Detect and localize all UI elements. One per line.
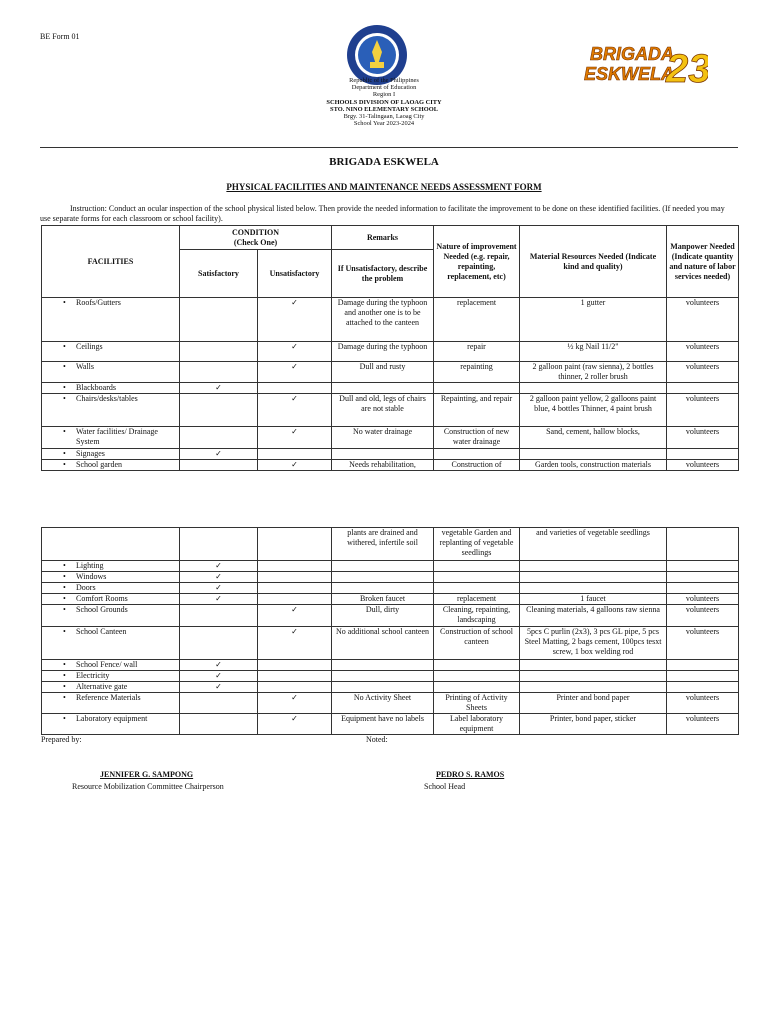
nature-cell <box>434 660 520 671</box>
table-row <box>42 528 739 561</box>
satisfactory-check <box>180 394 258 427</box>
satisfactory-check: ✓ <box>180 682 258 693</box>
material-cell: Cleaning materials, 4 galloons raw sienna <box>520 605 667 627</box>
remarks-cell: Needs rehabilitation, <box>332 460 434 471</box>
remarks-cell: Dull and old, legs of chairs are not stable <box>332 394 434 427</box>
prepared-by-label: Prepared by: <box>41 735 82 744</box>
unsatisfactory-check: ✓ <box>258 714 332 735</box>
remarks-cell <box>332 449 434 460</box>
material-cell: Sand, cement, hallow blocks, <box>520 427 667 449</box>
material-cell: Printer and bond paper <box>520 693 667 714</box>
header-address: Brgy. 31-Talingaan, Laoag City <box>343 113 425 121</box>
remarks-cell <box>332 383 434 394</box>
col-material: Material Resources Needed (Indicate kind and quality) <box>520 226 667 298</box>
facility-cell: • Water facilities/ Drainage System <box>42 427 180 449</box>
table-row <box>42 342 739 362</box>
unsatisfactory-check <box>258 449 332 460</box>
material-cell: 1 gutter <box>520 298 667 342</box>
header-school: STO. NINO ELEMENTARY SCHOOL <box>330 105 438 113</box>
satisfactory-check: ✓ <box>180 561 258 572</box>
unsatisfactory-check: ✓ <box>258 605 332 627</box>
facility-cell: • Laboratory equipment <box>42 714 180 735</box>
remarks-cell <box>332 572 434 583</box>
facility-cell: • Windows <box>42 572 180 583</box>
satisfactory-check: ✓ <box>180 660 258 671</box>
remarks-cell: No Activity Sheet <box>332 693 434 714</box>
manpower-cell: volunteers <box>667 298 739 342</box>
manpower-cell: volunteers <box>667 394 739 427</box>
satisfactory-check <box>180 693 258 714</box>
unsatisfactory-check: ✓ <box>258 394 332 427</box>
facility-cell: • Blackboards <box>42 383 180 394</box>
table-row <box>42 572 739 583</box>
unsatisfactory-check <box>258 528 332 561</box>
material-cell: 2 galloon paint yellow, 2 galloons paint blue, 4 bottles Thinner, 4 paint brush <box>520 394 667 427</box>
table-row <box>42 383 739 394</box>
form-code: BE Form 01 <box>40 32 80 41</box>
remarks-cell: Dull, dirty <box>332 605 434 627</box>
manpower-cell <box>667 660 739 671</box>
facility-cell <box>42 528 180 561</box>
material-cell <box>520 449 667 460</box>
unsatisfactory-check: ✓ <box>258 362 332 383</box>
table-row <box>42 449 739 460</box>
facilities-table-1 <box>41 225 739 471</box>
table-row <box>42 594 739 605</box>
remarks-cell: Broken faucet <box>332 594 434 605</box>
remarks-cell <box>332 561 434 572</box>
nature-cell: repair <box>434 342 520 362</box>
page-title: BRIGADA ESKWELA <box>329 156 439 168</box>
facility-cell: • School Canteen <box>42 627 180 660</box>
manpower-cell: volunteers <box>667 427 739 449</box>
remarks-cell <box>332 671 434 682</box>
header-line: Republic of the Philippines <box>349 77 419 84</box>
col-remarks: Remarks <box>332 226 434 250</box>
unsatisfactory-check <box>258 660 332 671</box>
facility-cell: • School Grounds <box>42 605 180 627</box>
table-row <box>42 460 739 471</box>
remarks-cell: Dull and rusty <box>332 362 434 383</box>
manpower-cell <box>667 528 739 561</box>
satisfactory-check: ✓ <box>180 383 258 394</box>
manpower-cell <box>667 449 739 460</box>
facility-cell: • Electricity <box>42 671 180 682</box>
manpower-cell: volunteers <box>667 362 739 383</box>
material-cell: 1 faucet <box>520 594 667 605</box>
unsatisfactory-check <box>258 561 332 572</box>
remarks-cell: Damage during the typhoon and another one is to be attached to the canteen <box>332 298 434 342</box>
col-remarks-sub: If Unsatisfactory, describe the problem <box>332 250 434 298</box>
table-row <box>42 682 739 693</box>
col-unsatisfactory: Unsatisfactory <box>258 250 332 298</box>
logo-word-1: BRIGADA <box>590 44 674 64</box>
material-cell: 2 galloon paint (raw sienna), 2 bottles thinner, 2 roller brush <box>520 362 667 383</box>
material-cell: 5pcs C purlin (2x3), 3 pcs GL pipe, 5 pcs Steel Matting, 2 bags cement, 100pcs tesxt screw, 1 box welding rod <box>520 627 667 660</box>
material-cell: Printer, bond paper, sticker <box>520 714 667 735</box>
facility-cell: • Alternative gate <box>42 682 180 693</box>
manpower-cell <box>667 383 739 394</box>
school-header <box>200 77 568 127</box>
logo-year: 23 <box>666 47 708 90</box>
nature-cell: vegetable Garden and replanting of vegetable seedlings <box>434 528 520 561</box>
table-row <box>42 605 739 627</box>
table-row <box>42 561 739 572</box>
manpower-cell <box>667 572 739 583</box>
facility-cell: • Roofs/Gutters <box>42 298 180 342</box>
nature-cell <box>434 572 520 583</box>
satisfactory-check: ✓ <box>180 671 258 682</box>
col-condition: CONDITION (Check One) <box>180 226 332 250</box>
nature-cell: Printing of Activity Sheets <box>434 693 520 714</box>
manpower-cell: volunteers <box>667 693 739 714</box>
table-row <box>42 298 739 342</box>
facility-cell: • School Fence/ wall <box>42 660 180 671</box>
remarks-cell: No additional school canteen <box>332 627 434 660</box>
unsatisfactory-check <box>258 383 332 394</box>
nature-cell <box>434 383 520 394</box>
manpower-cell: volunteers <box>667 627 739 660</box>
col-manpower: Manpower Needed (Indicate quantity and nature of labor services needed) <box>667 226 739 298</box>
remarks-cell <box>332 583 434 594</box>
manpower-cell <box>667 561 739 572</box>
facility-cell: • Walls <box>42 362 180 383</box>
material-cell: Garden tools, construction materials <box>520 460 667 471</box>
nature-cell: Construction of new water drainage <box>434 427 520 449</box>
remarks-cell: No water drainage <box>332 427 434 449</box>
material-cell <box>520 572 667 583</box>
col-satisfactory: Satisfactory <box>180 250 258 298</box>
remarks-cell <box>332 660 434 671</box>
material-cell: ½ kg Nail 11/2" <box>520 342 667 362</box>
unsatisfactory-check <box>258 671 332 682</box>
material-cell: and varieties of vegetable seedlings <box>520 528 667 561</box>
satisfactory-check <box>180 460 258 471</box>
remarks-cell: Equipment have no labels <box>332 714 434 735</box>
nature-cell <box>434 583 520 594</box>
nature-cell: Cleaning, repainting, landscaping <box>434 605 520 627</box>
satisfactory-check <box>180 298 258 342</box>
header-school-year: School Year 2023-2024 <box>353 120 415 128</box>
nature-cell: Construction of <box>434 460 520 471</box>
unsatisfactory-check: ✓ <box>258 627 332 660</box>
material-cell <box>520 583 667 594</box>
material-cell <box>520 682 667 693</box>
unsatisfactory-check: ✓ <box>258 693 332 714</box>
table-row <box>42 362 739 383</box>
material-cell <box>520 383 667 394</box>
nature-cell: Repainting, and repair <box>434 394 520 427</box>
head-name: PEDRO S. RAMOS <box>436 770 505 779</box>
unsatisfactory-check: ✓ <box>258 460 332 471</box>
manpower-cell <box>667 583 739 594</box>
noted-label: Noted: <box>366 735 388 744</box>
col-nature: Nature of improvement Needed (e.g. repair, repainting, replacement, etc) <box>434 226 520 298</box>
facility-cell: • Doors <box>42 583 180 594</box>
header-line: Region I <box>372 91 396 99</box>
manpower-cell: volunteers <box>667 342 739 362</box>
facility-cell: • Chairs/desks/tables <box>42 394 180 427</box>
nature-cell <box>434 449 520 460</box>
table-row <box>42 671 739 682</box>
form-subtitle: PHYSICAL FACILITIES AND MAINTENANCE NEEDS ASSESSMENT FORM <box>226 182 542 192</box>
nature-cell: replacement <box>434 594 520 605</box>
unsatisfactory-check: ✓ <box>258 427 332 449</box>
remarks-cell: plants are drained and withered, infertile soil <box>332 528 434 561</box>
header-divider <box>40 147 738 148</box>
manpower-cell: volunteers <box>667 594 739 605</box>
table-row <box>42 427 739 449</box>
material-cell <box>520 660 667 671</box>
table-row <box>42 693 739 714</box>
facility-cell: • Lighting <box>42 561 180 572</box>
facility-cell: • Reference Materials <box>42 693 180 714</box>
nature-cell: Construction of school canteen <box>434 627 520 660</box>
nature-cell: repainting <box>434 362 520 383</box>
table-row <box>42 627 739 660</box>
header-division: SCHOOLS DIVISION OF LAOAG CITY <box>326 98 442 106</box>
nature-cell <box>434 561 520 572</box>
nature-cell: replacement <box>434 298 520 342</box>
material-cell <box>520 671 667 682</box>
manpower-cell: volunteers <box>667 714 739 735</box>
header-line: Department of Education <box>351 84 417 92</box>
facility-cell: • Ceilings <box>42 342 180 362</box>
head-role: School Head <box>424 782 466 791</box>
facilities-table-2 <box>41 527 739 735</box>
unsatisfactory-check <box>258 682 332 693</box>
manpower-cell <box>667 682 739 693</box>
table-row <box>42 660 739 671</box>
unsatisfactory-check: ✓ <box>258 342 332 362</box>
satisfactory-check <box>180 528 258 561</box>
satisfactory-check <box>180 427 258 449</box>
instruction-text: Instruction: Conduct an ocular inspection of the school physical listed below. Then provide the needed information to facilitate the improvement to be done on these identified facilities. (If needed you may use separate forms for each classroom or school facility). <box>40 204 725 223</box>
satisfactory-check: ✓ <box>180 583 258 594</box>
nature-cell <box>434 671 520 682</box>
facility-cell: • Signages <box>42 449 180 460</box>
satisfactory-check <box>180 362 258 383</box>
unsatisfactory-check <box>258 583 332 594</box>
table-row <box>42 714 739 735</box>
unsatisfactory-check: ✓ <box>258 298 332 342</box>
col-facilities: FACILITIES <box>42 226 180 298</box>
satisfactory-check <box>180 627 258 660</box>
preparer-role: Resource Mobilization Committee Chairperson <box>72 782 224 791</box>
preparer-name: JENNIFER G. SAMPONG <box>100 770 194 779</box>
logo-word-2: ESKWELA <box>584 64 674 84</box>
table-row <box>42 583 739 594</box>
unsatisfactory-check <box>258 572 332 583</box>
satisfactory-check: ✓ <box>180 449 258 460</box>
material-cell <box>520 561 667 572</box>
manpower-cell <box>667 671 739 682</box>
nature-cell: Label laboratory equipment <box>434 714 520 735</box>
manpower-cell: volunteers <box>667 460 739 471</box>
unsatisfactory-check <box>258 594 332 605</box>
remarks-cell <box>332 682 434 693</box>
satisfactory-check: ✓ <box>180 594 258 605</box>
satisfactory-check <box>180 342 258 362</box>
remarks-cell: Damage during the typhoon <box>332 342 434 362</box>
table-row <box>42 394 739 427</box>
satisfactory-check <box>180 605 258 627</box>
satisfactory-check: ✓ <box>180 572 258 583</box>
nature-cell <box>434 682 520 693</box>
satisfactory-check <box>180 714 258 735</box>
facility-cell: • Comfort Rooms <box>42 594 180 605</box>
facility-cell: • School garden <box>42 460 180 471</box>
manpower-cell: volunteers <box>667 605 739 627</box>
brigada-eskwela-logo <box>584 40 708 90</box>
